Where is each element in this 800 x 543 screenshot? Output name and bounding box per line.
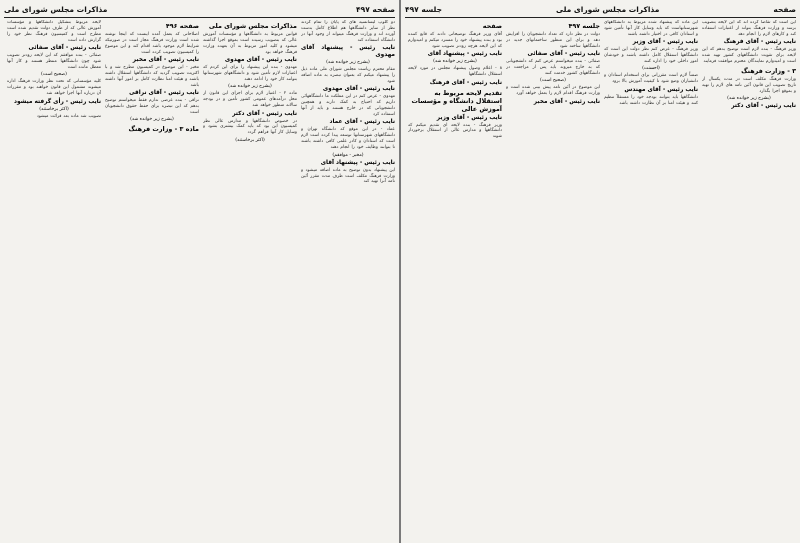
paragraph: اصلاحاتی که بعمل آمده اینست که اینجا نوشته شده است وزارت فرهنگ مجاز است در صورتیکه شرایط لازم موجود باشد اقدام کند و این موضوع را کمیسیون تصویب کرده است [105, 32, 199, 55]
transcript-note: (صحیح است) [540, 78, 566, 84]
transcript-note: (بشرح زیر خوانده شد) [130, 117, 174, 123]
left-header-title: مذاکرات مجلس شورای ملی [4, 4, 108, 14]
paragraph: تصویب شد ماده بعد قرائت میشود [36, 113, 101, 119]
left-column-3 [105, 20, 199, 539]
transcript-note: (بشرح زیر خوانده شد) [727, 96, 771, 102]
paragraph: مهدوی - عرض کنم در این مملکت ما دانشگاههائی داریم که احتیاج به کمک دارند و همچنین دانشجویانی که در خارج هستند و باید از آنها استفاده کرد [301, 94, 395, 118]
left-column-4 [7, 20, 101, 539]
transcript-note: (مخبر - موافقم) [332, 152, 364, 158]
paragraph: مخبر - این موضوع در کمیسیون مطرح شد و با اکثریت تصویب گردید که دانشگاهها استقلال داشته باشند و هیئت امنا نظارت کامل بر امور آنها داشته باشد [105, 65, 199, 88]
right-column-2 [604, 20, 698, 539]
left-header-rule [4, 17, 395, 18]
paragraph: وزارت فرهنگ مکلف است در مدت یکسال از تاریخ تصویب این قانون آئین نامه های لازم را تهیه و بموقع اجرا بگذارد [702, 76, 796, 94]
paragraph: ماده ۲ - اعتبار لازم برای اجرای این قانون از محل درآمدهای عمومی کشور تأمین و در بودجه سالانه منظور خواهد شد [203, 91, 297, 109]
right-header-page: جلسه ۴۹۷ [405, 4, 442, 14]
right-header-rule [405, 17, 796, 18]
paragraph: مهدوی - بنده این پیشنهاد را برای این کردم که اعتبارات لازم تأمین شود و دانشگاههای شهرستانها بتوانند کار خود را ادامه دهند [203, 65, 297, 82]
paragraph: دولت در نظر دارد که تعداد دانشجویان را افزایش دهد و برای این منظور ساختمانهای جدید در دانشگاهها ساخته شود [506, 32, 600, 49]
paragraph: در خصوص دانشگاهها و مدارس عالی نظر کمیسیون این بود که باید کمک بیشتری بشود و وسایل کار آنها فراهم گردد [203, 118, 297, 136]
left-header [4, 2, 395, 16]
speaker-line: نایب رئیس - آقای وزیر [436, 114, 502, 121]
paragraph: ضمناً لازم است مقرراتی برای استخدام استادان و دانشیاران وضع شود تا کیفیت آموزش بالا برود [604, 73, 698, 85]
section-heading: ۳ - وزارت فرهنگ [741, 66, 796, 75]
right-header [405, 2, 796, 16]
transcript-note: (احسنت) [642, 66, 660, 72]
right-header-extra: صفحه [773, 4, 796, 14]
right-page [401, 0, 800, 543]
paragraph: قوانین مربوط به دانشگاهها و مؤسسات آموزش عالی که بتصویب رسیده است بموقع اجرا گذاشته میشود و کلیه امور مربوط به آن بعهده وزارت فرهنگ خواهد بود [203, 32, 297, 55]
speaker-line: نایب رئیس - رأی گرفته میشود [14, 98, 101, 105]
paragraph: کلیه مؤسساتی که تحت نظر وزارت فرهنگ اداره میشوند مشمول این قانون خواهند بود و مقررات آن درباره آنها اجرا خواهد شد [7, 79, 101, 97]
right-column-3 [506, 20, 600, 539]
paragraph: وزیر فرهنگ - عرض کنم نظر دولت این است که دانشگاهها استقلال کامل داشته باشند و خودشان امور داخلی خود را اداره کنند [604, 47, 698, 65]
paragraph: دو کلوپ لیسانسیه های که پایان را تمام کردند نظر از سایر دانشگاهها هم اطلاع کامل بدست آورده اند و وزارت فرهنگ میتواند از وجود آنها در دانشگاه استفاده کند [301, 20, 395, 43]
paragraph: این موضوع در آئین نامه پیش بینی شده است و وزارت فرهنگ اقدام لازم را بعمل خواهد آورد [506, 85, 600, 97]
paragraph: لایحه مربوط بتشکیل دانشگاهها و مؤسسات آموزش عالی که از طرف دولت تقدیم شده است مطرح است و کمیسیون فرهنگ نظر خود را گزارش داده است [7, 20, 101, 43]
speaker-line: نایب رئیس - آقای عماد [329, 119, 395, 126]
section-heading: تقدیم لایحه مربوط به استقلال دانشگاه و مؤسسات آموزش عالی [411, 88, 502, 113]
left-column-1 [301, 20, 395, 539]
section-heading: صفحه ۴۹۶ [165, 22, 199, 30]
transcript-note: (اکثر برخاستند) [39, 106, 69, 112]
paragraph: صفائی - بنده موافقم که این لایحه زودتر تصویب شود چون دانشگاهها منتظر هستند و کار آنها معطل مانده است [7, 53, 101, 70]
speaker-line: نایب رئیس - پیشنهاد آقای مهدوی [301, 45, 395, 59]
paragraph: وزیر فرهنگ - بنده لایحه ای تقدیم میکنم که دانشگاهها و مدارس عالی از استقلال برخوردار شوند [408, 122, 502, 140]
right-header-title: مذاکرات مجلس شورای ملی [556, 4, 660, 14]
speaker-line: نایب رئیس - آقای صفائی [28, 45, 101, 52]
speaker-line: نایب رئیس - آقای مهدوی [224, 57, 297, 64]
transcript-note: (اکثر برخاستند) [235, 137, 265, 143]
transcript-note: (بشرح زیر خوانده شد) [228, 84, 272, 90]
section-heading: مذاکرات مجلس شورای ملی [208, 22, 297, 30]
paragraph: صفائی - بنده میخواستم عرض کنم که دانشجویانی که به خارج میروند باید پس از مراجعت در دانشگاههای کشور خدمت کنند [506, 59, 600, 77]
paragraph: دانشگاهها باید بتوانند بودجه خود را مستقلاً تنظیم کنند و هیئت امنا بر آن نظارت داشته باشد [604, 94, 698, 106]
speaker-line: نایب رئیس - آقای مخبر [533, 98, 600, 105]
speaker-line: نایب رئیس - آقای فرهنگ [429, 79, 502, 86]
paragraph: آقای وزیر فرهنگ توضیحاتی دادند که قانع کننده بود و بنده پیشنهاد خود را مسترد میکنم و امیدوارم که این لایحه هرچه زودتر تصویب شود [408, 32, 502, 49]
paragraph: وزیر فرهنگ - بنده لازم است توضیح بدهم که این لایحه برای تقویت دانشگاههای کشور تهیه شده است و امیدوارم نمایندگان محترم موافقت فرمایند [702, 47, 796, 65]
left-header-page: صفحه ۴۹۷ [356, 4, 395, 14]
speaker-line: نایب رئیس - آقای صفائی [527, 51, 600, 58]
paragraph: ۸ - اعلام وصول پیشنهاد مجلس در مورد لایحه استقلال دانشگاهها [408, 66, 502, 78]
section-heading: جلسه ۴۹۷ [568, 22, 600, 30]
paragraph: این است که تقاضا کرده اند که این لایحه بتصویب برسد و وزارت فرهنگ بتواند از اعتبارات استفاده کند و کارهای لازم را انجام دهد [702, 20, 796, 37]
left-page [0, 0, 399, 543]
section-heading: صفحه [482, 22, 502, 30]
transcript-note: (بشرح زیر خوانده شد) [326, 60, 370, 66]
left-column-2 [203, 20, 297, 539]
speaker-line: نایب رئیس - آقای مهندس [624, 86, 698, 93]
transcript-note: (صحیح است) [41, 72, 67, 78]
speaker-line: نایب رئیس - آقای فرهنگ [723, 39, 796, 46]
speaker-line: نایب رئیس - آقای دکتر [731, 103, 796, 110]
paragraph: مقام محترم ریاست مجلس شورای ملی ماده ذیل را پیشنهاد میکنم که بعنوان تبصره به ماده اضافه شود [301, 67, 395, 84]
section-heading: ماده ۳ - وزارت فرهنگ [128, 125, 199, 134]
speaker-line: نایب رئیس - آقای نراقی [129, 90, 199, 97]
paragraph: عماد - در این موقع که دانشگاه تهران و دانشگاههای شهرستانها توسعه پیدا کرده است لازم است که استادان و کادر علمی کافی داشته باشند تا بتوانند وظایف خود را انجام دهند [301, 127, 395, 151]
speaker-line: نایب رئیس - آقای دکتر [232, 110, 297, 117]
speaker-line: نایب رئیس - آقای مهدوی [322, 86, 395, 93]
right-column-4 [408, 20, 502, 539]
speaker-line: نایب رئیس - آقای وزیر [632, 39, 698, 46]
transcript-note: (بشرح زیر خوانده شد) [433, 59, 477, 65]
paragraph: نراقی - بنده عرضی ندارم فقط میخواستم توضیح بدهم که این تبصره برای حفظ حقوق دانشجویان است [105, 98, 199, 116]
paragraph: این ماده که پیشنهاد شده مربوط به دانشگاههای شهرستانهاست که باید وسایل کار آنها تأمین شود و استادان کافی در اختیار داشته باشند [604, 20, 698, 37]
speaker-line: نایب رئیس - آقای مخبر [132, 57, 199, 64]
paragraph: این پیشنهاد بدون توضیح به ماده اضافه میشود و وزارت فرهنگ مکلف است ظرف مدت مقرر آئین نامه آنرا تهیه کند [301, 167, 395, 185]
speaker-line: نایب رئیس - پیشنهاد آقای [427, 51, 502, 58]
right-column-1 [702, 20, 796, 539]
speaker-line: نایب رئیس - پیشنهاد آقای [320, 159, 395, 166]
